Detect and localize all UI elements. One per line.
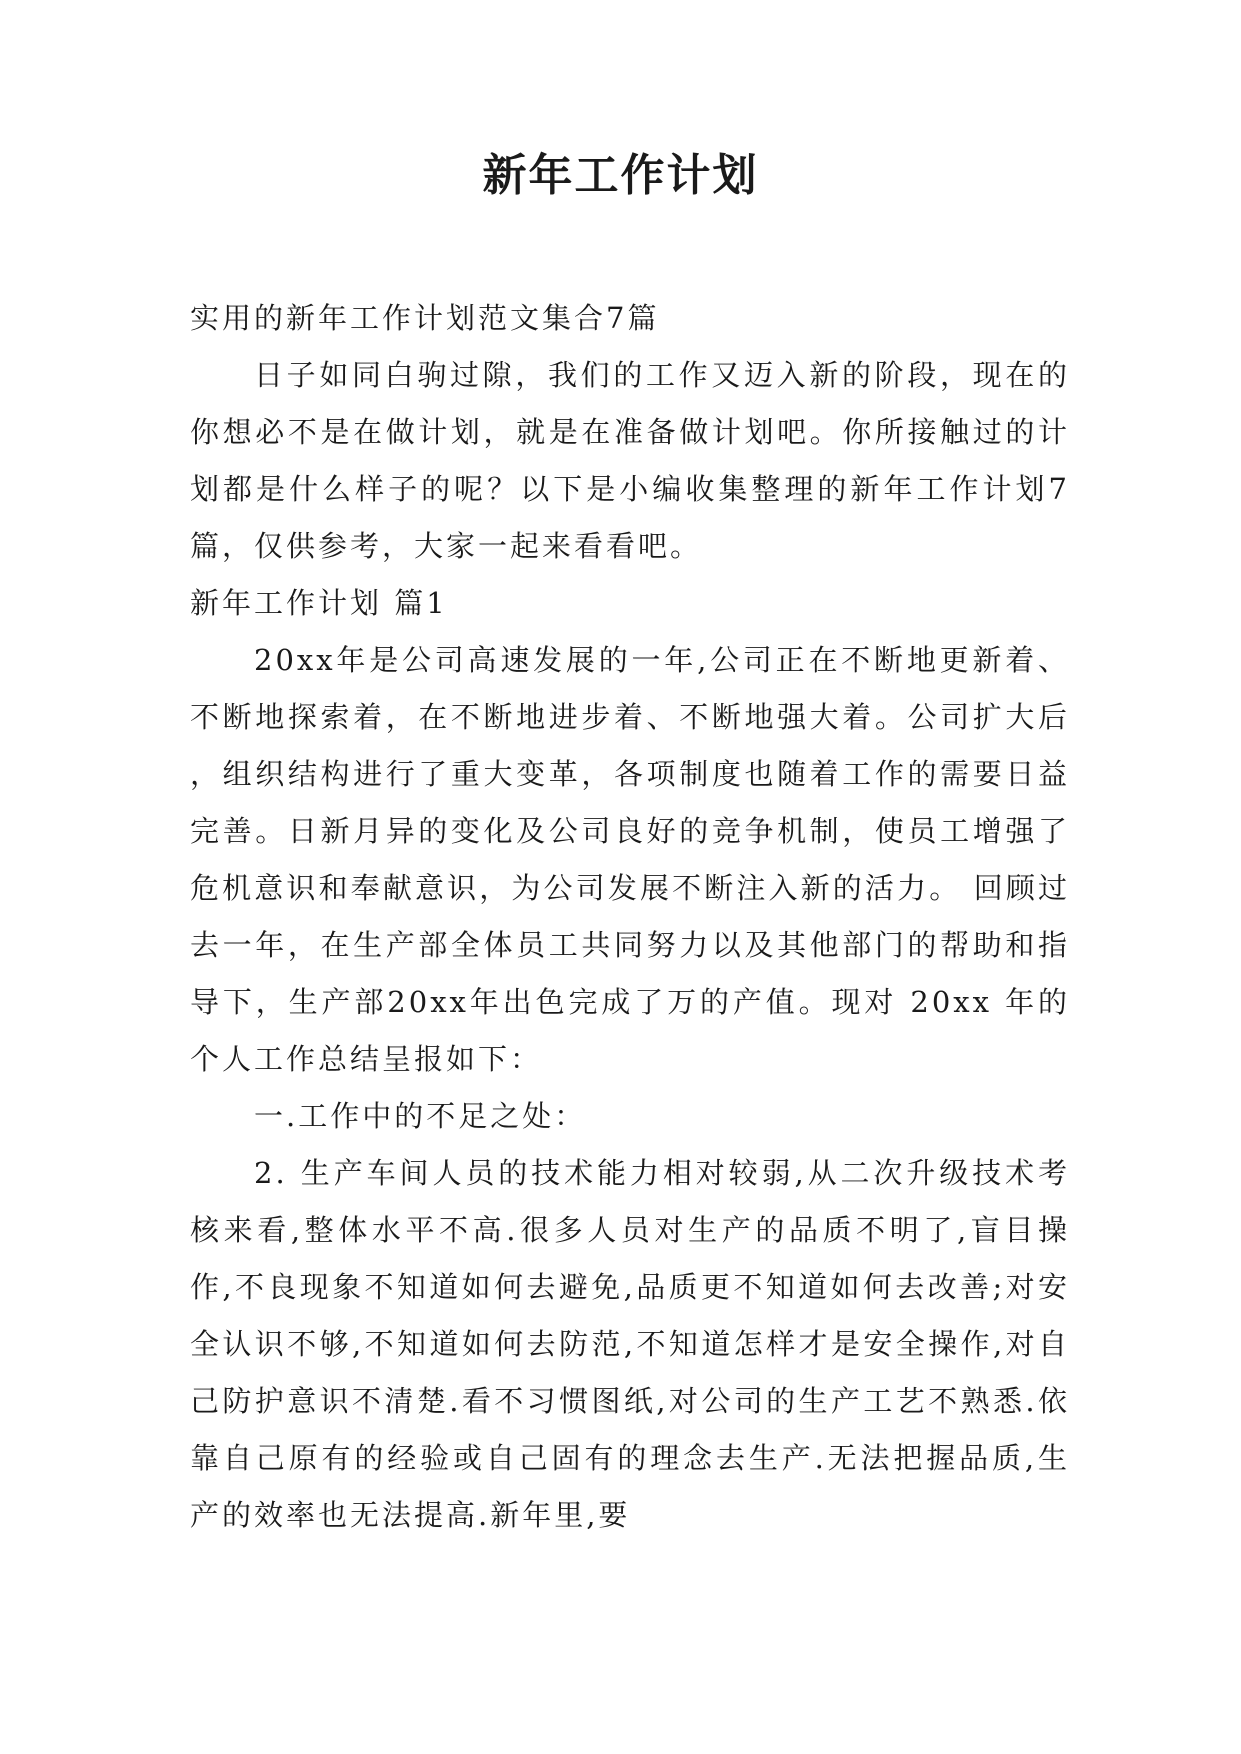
paragraph-body: 20xx年是公司高速发展的一年,公司正在不断地更新着、不断地探索着，在不断地进步着、不断地强大着。公司扩大后 ，组织结构进行了重大变革，各项制度也随着工作的需要日益完善。日新月异的变化及公司良好的竞争机制，使员工增强了危机意识和奉献意识，为公司发展不断注入新的活力。 回顾过去一年，在生产部全体员工共同努力以及其他部门的帮助和指导下，生产部20xx年出色完成了万的产值。现对 20xx 年的个人工作总结呈报如下：: [190, 643, 1070, 1076]
section-heading: 新年工作计划 篇1: [190, 586, 448, 620]
document-title: 新年工作计划: [482, 150, 759, 201]
paragraph-subtitle: 实用的新年工作计划范文集合7篇: [190, 301, 660, 335]
list-heading: 一.工作中的不足之处：: [254, 1099, 587, 1133]
paragraph-intro: 日子如同白驹过隙，我们的工作又迈入新的阶段，现在的你想必不是在做计划，就是在准备做计划吧。你所接触过的计划都是什么样子的呢？以下是小编收集整理的新年工作计划7篇，仅供参考，大家一起来看看吧。: [190, 358, 1070, 563]
document-body: [190, 290, 1070, 1544]
paragraph-body: 2. 生产车间人员的技术能力相对较弱,从二次升级技术考核来看,整体水平不高.很多人员对生产的品质不明了,盲目操作,不良现象不知道如何去避免,品质更不知道如何去改善;对安全认识不够,不知道如何去防范,不知道怎样才是安全操作,对自己防护意识不清楚.看不习惯图纸,对公司的生产工艺不熟悉.依靠自己原有的经验或自己固有的理念去生产.无法把握品质,生产的效率也无法提高.新年里,要: [190, 1156, 1070, 1532]
